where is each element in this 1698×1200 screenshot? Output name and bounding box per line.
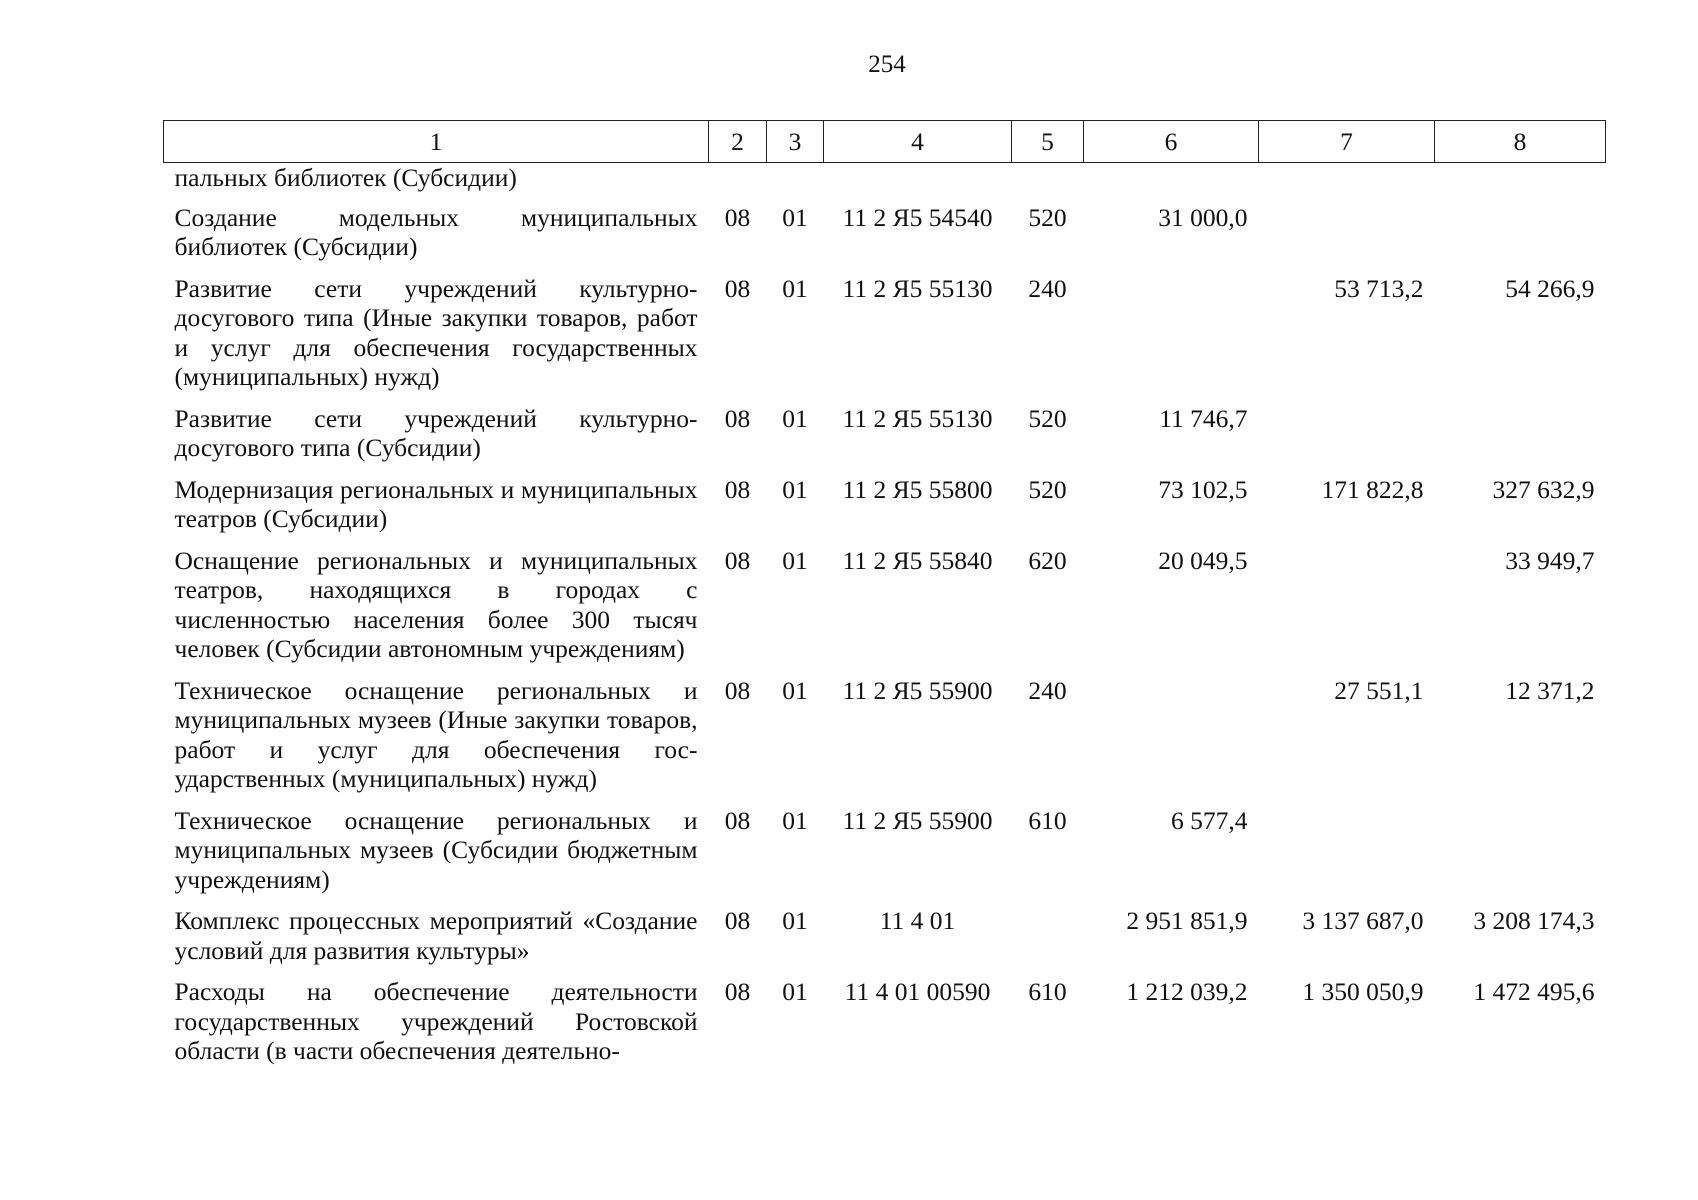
amount-col6-cell: 31 000,0 — [1158, 202, 1248, 232]
subsection-cell: 01 — [782, 474, 808, 504]
target-article-cell: 11 2 Я5 55130 — [842, 273, 993, 303]
amount-col8-cell — [1435, 163, 1606, 203]
amount-col6-cell: 20 049,5 — [1158, 545, 1248, 575]
amount-col6-cell: 1 212 039,2 — [1126, 977, 1248, 1006]
amount-col6-cell: 2 951 851,9 — [1126, 906, 1248, 935]
amount-col8-cell: 3 208 174,3 — [1473, 906, 1595, 935]
row-name-cell: Модернизация региональных и муниципальных театров (Субсидии) — [174, 474, 698, 533]
subsection-cell: 01 — [782, 273, 808, 303]
section-cell: 08 — [724, 906, 751, 935]
amount-col8-cell: 33 949,7 — [1505, 545, 1595, 575]
row-name-cell: пальных библиотек (Субсидии) — [174, 163, 517, 192]
expense-type-cell: 610 — [1028, 977, 1067, 1006]
subsection-cell: 01 — [782, 906, 808, 935]
amount-col8-cell: 12 371,2 — [1505, 675, 1595, 705]
target-article-cell: 11 2 Я5 55800 — [842, 474, 993, 504]
row-name-cell: Расходы на обеспечение деятельности государственных учреждений Ростовской области (в части обеспечения деятельно- — [174, 977, 698, 1065]
section-cell: 08 — [724, 474, 751, 504]
amount-col6-cell: 11 746,7 — [1159, 403, 1248, 433]
amount-col6-cell — [1084, 274, 1259, 404]
table-row — [164, 906, 1606, 977]
amount-col8-cell: 54 266,9 — [1505, 273, 1595, 303]
amount-col6-cell — [1084, 676, 1259, 806]
section-cell — [709, 163, 767, 203]
row-name-cell: Оснащение региональных и муниципальных театров, находящихся в городах с численностью населения более 300 тысяч человек (Субсидии автономным учреждениям) — [174, 545, 698, 663]
expense-type-cell: 240 — [1028, 273, 1067, 303]
expense-type-cell: 520 — [1028, 474, 1067, 504]
target-article-cell: 11 2 Я5 55130 — [842, 403, 993, 433]
amount-col7-cell — [1259, 546, 1435, 676]
target-article-cell: 11 2 Я5 55900 — [842, 675, 993, 705]
amount-col8-cell — [1435, 404, 1606, 475]
amount-col8-cell — [1435, 203, 1606, 274]
amount-col7-cell: 1 350 050,9 — [1302, 977, 1424, 1006]
amount-col6-cell: 6 577,4 — [1171, 805, 1248, 835]
budget-table — [163, 120, 1606, 1066]
amount-col7-cell — [1259, 806, 1435, 907]
subsection-cell: 01 — [782, 403, 808, 433]
table-row — [164, 274, 1606, 404]
section-cell: 08 — [724, 977, 751, 1006]
column-header-4: 4 — [824, 121, 1012, 163]
table-header — [164, 121, 1606, 163]
column-header-6: 6 — [1084, 121, 1259, 163]
table-row — [164, 404, 1606, 475]
amount-col7-cell — [1259, 163, 1435, 203]
expense-type-cell: 520 — [1028, 202, 1067, 232]
expense-type-cell: 620 — [1028, 545, 1067, 575]
column-header-7: 7 — [1259, 121, 1435, 163]
column-header-3: 3 — [767, 121, 824, 163]
expense-type-cell — [1012, 906, 1084, 977]
column-header-5: 5 — [1012, 121, 1084, 163]
row-name-cell: Техническое оснащение региональных и муниципальных музеев (Субсидии бюджетным учреждениям) — [174, 805, 698, 894]
amount-col8-cell: 1 472 495,6 — [1473, 977, 1595, 1006]
amount-col8-cell: 327 632,9 — [1492, 474, 1595, 504]
subsection-cell: 01 — [782, 675, 808, 705]
amount-col7-cell: 3 137 687,0 — [1302, 906, 1424, 935]
amount-col7-cell: 171 822,8 — [1321, 474, 1424, 504]
target-article-cell: 11 4 01 — [879, 906, 956, 935]
amount-col6-cell — [1084, 163, 1259, 203]
expense-type-cell — [1012, 163, 1084, 203]
target-article-cell: 11 4 01 00590 — [844, 977, 991, 1006]
table-body — [164, 163, 1606, 1066]
row-name-cell: Развитие сети учреждений культурно-досугового типа (Иные закупки товаров, работ и услуг для обеспечения государственных (муниципальных) нужд) — [174, 273, 698, 391]
column-header-2: 2 — [709, 121, 767, 163]
header-row — [164, 121, 1606, 163]
table-row — [164, 806, 1606, 907]
row-name-cell: Развитие сети учреждений культурно-досугового типа (Субсидии) — [174, 403, 698, 462]
section-cell: 08 — [724, 805, 751, 835]
subsection-cell: 01 — [782, 545, 808, 575]
target-article-cell — [824, 163, 1012, 203]
table-row — [164, 546, 1606, 676]
page-number: 254 — [868, 51, 906, 78]
section-cell: 08 — [724, 273, 751, 303]
table-row — [164, 475, 1606, 546]
subsection-cell: 01 — [782, 805, 808, 835]
subsection-cell — [767, 163, 824, 203]
section-cell: 08 — [724, 545, 751, 575]
target-article-cell: 11 2 Я5 55900 — [842, 805, 993, 835]
section-cell: 08 — [724, 202, 751, 232]
expense-type-cell: 240 — [1028, 675, 1067, 705]
column-header-8: 8 — [1435, 121, 1606, 163]
row-name-cell: Техническое оснащение региональных и муниципальных музеев (Иные закупки товаров, работ и услуг для обеспечения государственных (муниципальных) нужд) — [174, 675, 698, 793]
expense-type-cell: 610 — [1028, 805, 1067, 835]
section-cell: 08 — [724, 675, 751, 705]
amount-col6-cell: 73 102,5 — [1158, 474, 1248, 504]
table-row — [164, 163, 1606, 203]
expense-type-cell: 520 — [1028, 403, 1067, 433]
table-row — [164, 977, 1606, 1066]
column-header-1: 1 — [164, 121, 709, 163]
amount-col8-cell — [1435, 806, 1606, 907]
row-name-cell: Создание модельных муниципальных библиотек (Субсидии) — [174, 202, 698, 261]
row-name-cell: Комплекс процессных мероприятий «Создание условий для развития культуры» — [174, 906, 698, 965]
amount-col7-cell: 53 713,2 — [1334, 273, 1424, 303]
amount-col7-cell — [1259, 203, 1435, 274]
amount-col7-cell: 27 551,1 — [1334, 675, 1424, 705]
subsection-cell: 01 — [782, 202, 808, 232]
subsection-cell: 01 — [782, 977, 808, 1006]
section-cell: 08 — [724, 403, 751, 433]
amount-col7-cell — [1259, 404, 1435, 475]
target-article-cell: 11 2 Я5 55840 — [842, 545, 993, 575]
table-row — [164, 203, 1606, 274]
target-article-cell: 11 2 Я5 54540 — [842, 202, 993, 232]
table-row — [164, 676, 1606, 806]
